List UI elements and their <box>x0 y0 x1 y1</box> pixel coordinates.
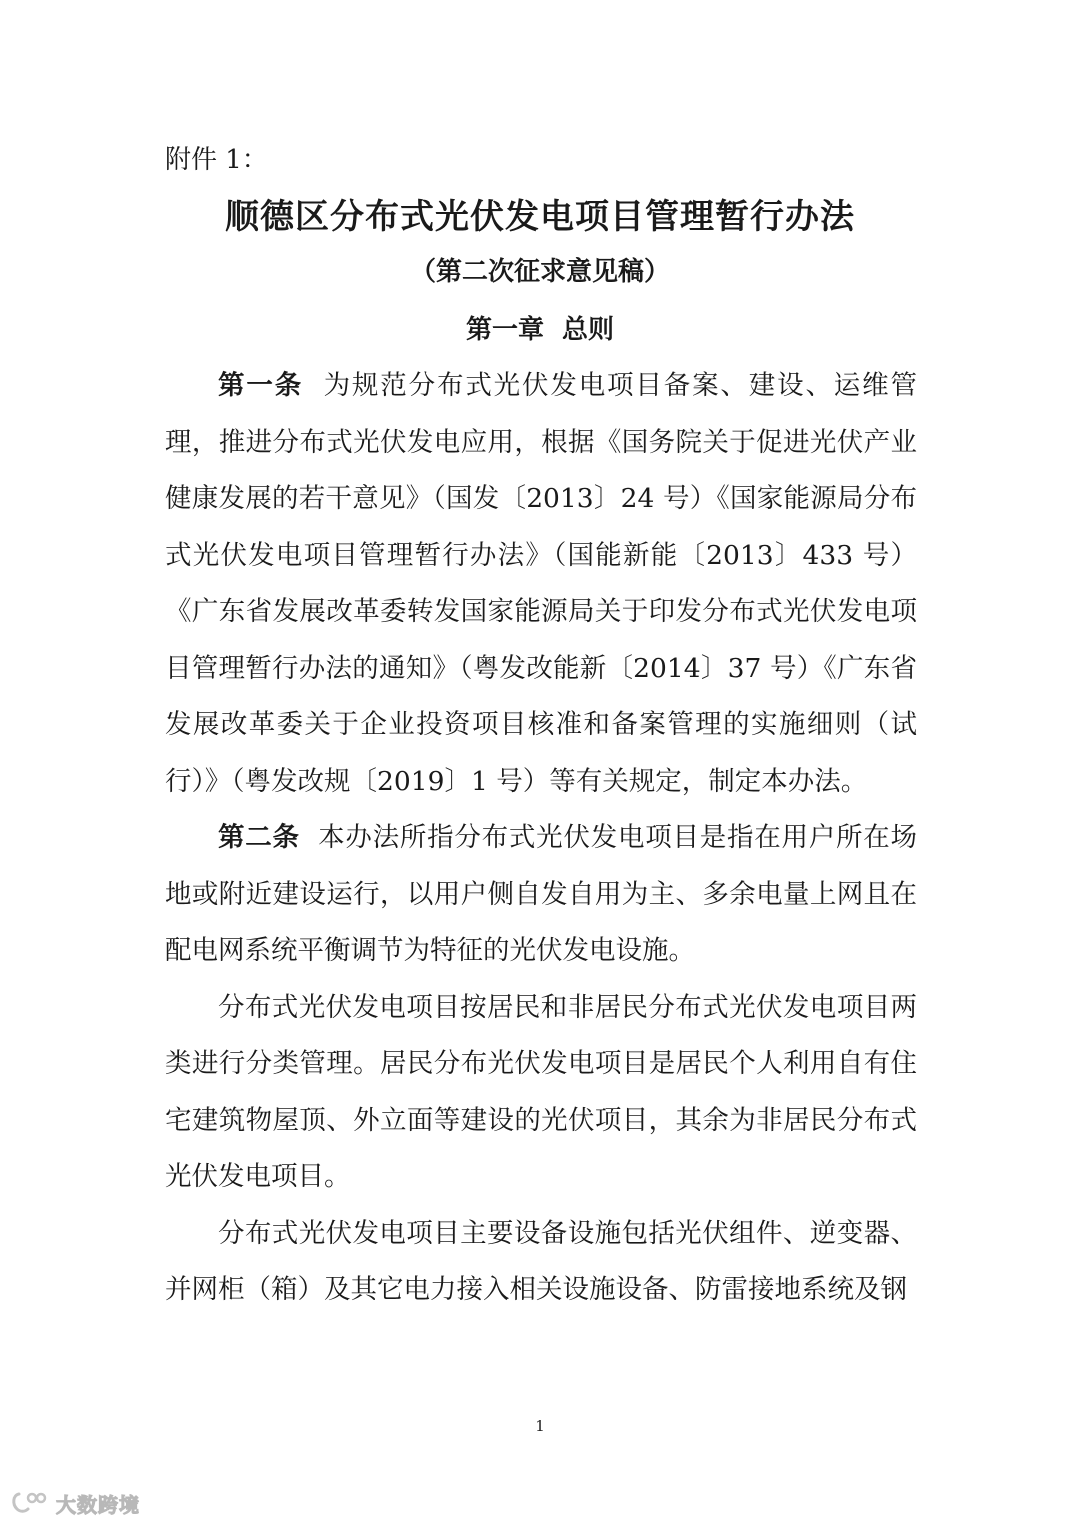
chapter-heading: 第一章 总则 <box>465 315 615 345</box>
watermark <box>10 1488 140 1518</box>
article-2-paragraph <box>165 810 917 980</box>
article-lead: 第二条 <box>218 822 300 853</box>
document-subtitle: （第二次征求意见稿） <box>409 257 670 287</box>
paragraph-text: 分布式光伏发电项目主要设备设施包括光伏组件、逆变器、并网柜（箱）及其它电力接入相关设施设备、防雷接地系统及钢 <box>165 1217 917 1305</box>
page-number: 1 <box>535 1417 545 1435</box>
classification-paragraph <box>165 980 917 1206</box>
document-title: 顺德区分布式光伏发电项目管理暂行办法 <box>225 197 855 237</box>
equipment-paragraph <box>165 1206 917 1319</box>
article-1-paragraph <box>165 358 917 810</box>
logo-icon <box>10 1490 50 1516</box>
document-body <box>165 358 917 1319</box>
paragraph-text: 为规范分布式光伏发电项目备案、建设、运维管理，推进分布式光伏发电应用，根据《国务院关于促进光伏产业健康发展的若干意见》（国发〔2013〕24 号）《国家能源局分布式光伏发电项目管理暂行办法》（国能新能〔2013〕433 号）《广东省发展改革委转发国家能源局关于印发分布式光伏发电项目管理暂行办法的通知》（粤发改能新〔2014〕37 号）《广东省发展改革委关于企业投资项目核准和备案管理的实施细则（试行）》（粤发改规〔2019〕1 号）等有关规定，制定本办法。 <box>165 370 917 797</box>
paragraph-text: 本办法所指分布式光伏发电项目是指在用户所在场地或附近建设运行，以用户侧自发自用为主、多余电量上网且在配电网系统平衡调节为特征的光伏发电设施。 <box>165 822 918 966</box>
watermark-text: 大数跨境 <box>56 1492 140 1517</box>
article-lead: 第一条 <box>218 370 304 401</box>
attachment-label: 附件 1： <box>165 145 268 175</box>
paragraph-text: 分布式光伏发电项目按居民和非居民分布式光伏发电项目两类进行分类管理。居民分布光伏发电项目是居民个人利用自有住宅建筑物屋顶、外立面等建设的光伏项目，其余为非居民分布式光伏发电项目。 <box>165 991 917 1192</box>
